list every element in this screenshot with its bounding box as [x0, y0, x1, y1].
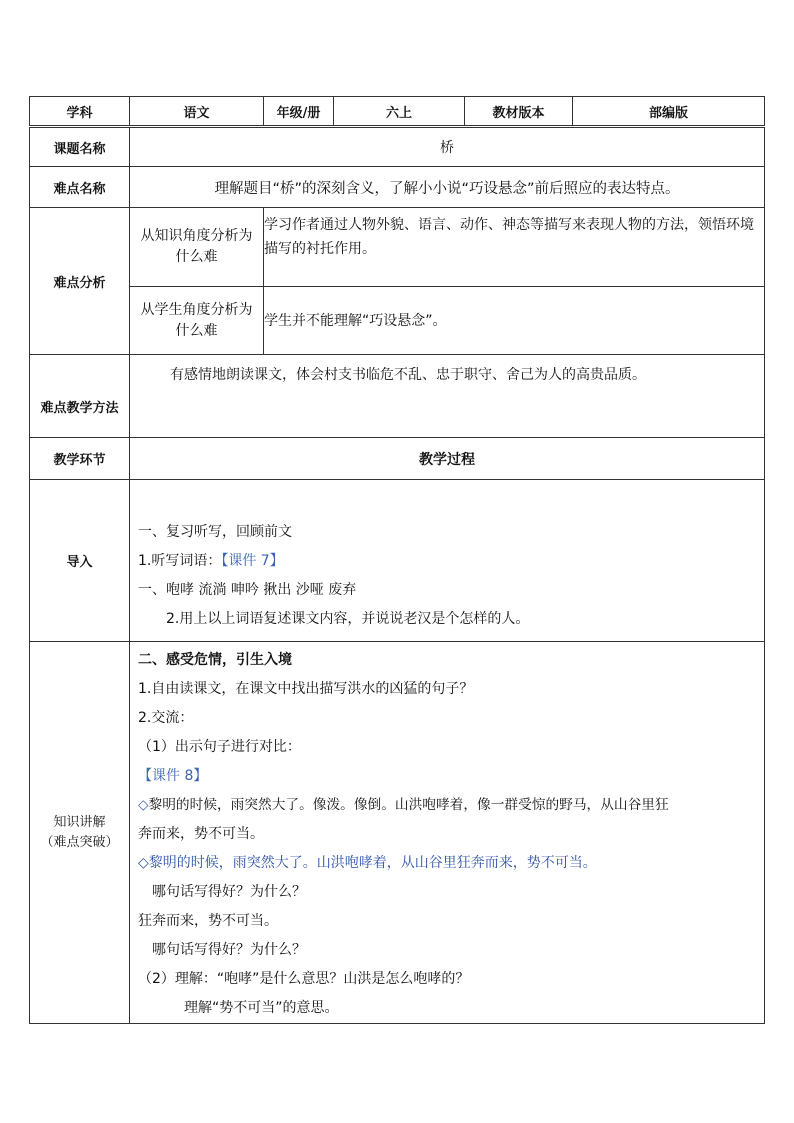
intro-line-3: 一、咆哮 流淌 呻吟 揪出 沙哑 废弃	[138, 582, 357, 598]
intro-line-1: 一、复习听写，回顾前文	[138, 524, 292, 540]
student-angle-text: 学生并不能理解“巧设悬念”。	[264, 287, 765, 355]
subject-label: 学科	[30, 97, 130, 127]
stage-label: 教学环节	[30, 438, 130, 480]
grade-label: 年级/册	[264, 97, 334, 127]
knowledge-label-line-1: 知识讲解	[53, 814, 106, 830]
knowledge-heading: 二、感受危情，引生入境	[138, 652, 292, 668]
header-row	[30, 97, 765, 127]
lesson-title-label: 课题名称	[30, 127, 130, 167]
knowledge-q2-sub: （1）出示句子进行对比：	[138, 739, 301, 755]
knowledge-angle-text: 学习作者通过人物外貌、语言、动作、神态等描写来表现人物的方法，领悟环境描写的衬托作用。	[264, 208, 765, 287]
courseware-7: 【课件 7】	[221, 553, 284, 569]
knowledge-q3: （2）理解：“咆哮”是什么意思？山洪是怎么咆哮的？	[138, 971, 470, 987]
difficulty-row	[30, 167, 765, 208]
edition-label: 教材版本	[465, 97, 573, 127]
knowledge-row	[30, 642, 765, 1024]
sentence-1-line-1: ◇黎明的时候，雨突然大了。像泼。像倒。山洪咆哮着，像一群受惊的野马，从山谷里狂	[138, 797, 669, 813]
intro-row	[30, 480, 765, 642]
process-label: 教学过程	[130, 438, 765, 480]
method-row	[30, 355, 765, 438]
lesson-title-value: 桥	[130, 127, 765, 167]
method-value: 有感情地朗读课文，体会村支书临危不乱、忠于职守、舍己为人的高贵品质。	[130, 355, 765, 438]
intro-line-4: 2.用上以上词语复述课文内容，并说说老汉是个怎样的人。	[166, 611, 530, 627]
method-label: 难点教学方法	[30, 355, 130, 438]
grade-value: 六上	[334, 97, 465, 127]
knowledge-label	[30, 642, 130, 1024]
answer-line: 狂奔而来，势不可当。	[138, 913, 278, 929]
intro-content	[130, 480, 765, 642]
sentence-1-line-2: 奔而来，势不可当。	[138, 826, 264, 842]
knowledge-q2: 2.交流：	[138, 710, 194, 726]
knowledge-q1: 1.自由读课文，在课文中找出描写洪水的凶猛的句子？	[138, 681, 474, 697]
analysis-label: 难点分析	[30, 208, 130, 355]
intro-line-2	[138, 547, 756, 576]
difficulty-value: 理解题目“桥”的深刻含义，了解小小说“巧设悬念”前后照应的表达特点。	[130, 167, 765, 208]
intro-label: 导入	[30, 480, 130, 642]
process-header-row	[30, 438, 765, 480]
courseware-8: 【课件 8】	[138, 768, 208, 784]
lesson-row	[30, 127, 765, 167]
lesson-plan-table	[29, 96, 765, 1024]
sentence-2: ◇黎明的时候，雨突然大了。山洪咆哮着，从山谷里狂奔而来，势不可当。	[138, 855, 597, 871]
which-better-2: 哪句话写得好？为什么？	[152, 942, 306, 958]
which-better-1: 哪句话写得好？为什么？	[152, 884, 306, 900]
student-angle-label: 从学生角度分析为什么难	[130, 287, 264, 355]
knowledge-angle-label: 从知识角度分析为什么难	[130, 208, 264, 287]
intro-dictation: 1.听写词语：	[138, 553, 222, 569]
analysis-row-knowledge	[30, 208, 765, 287]
edition-value: 部编版	[573, 97, 765, 127]
analysis-row-student	[30, 287, 765, 355]
knowledge-label-line-2: （难点突破）	[40, 834, 119, 850]
subject-value: 语文	[130, 97, 264, 127]
knowledge-content	[130, 642, 765, 1024]
difficulty-label: 难点名称	[30, 167, 130, 208]
knowledge-q4: 理解“势不可当”的意思。	[184, 1000, 339, 1016]
